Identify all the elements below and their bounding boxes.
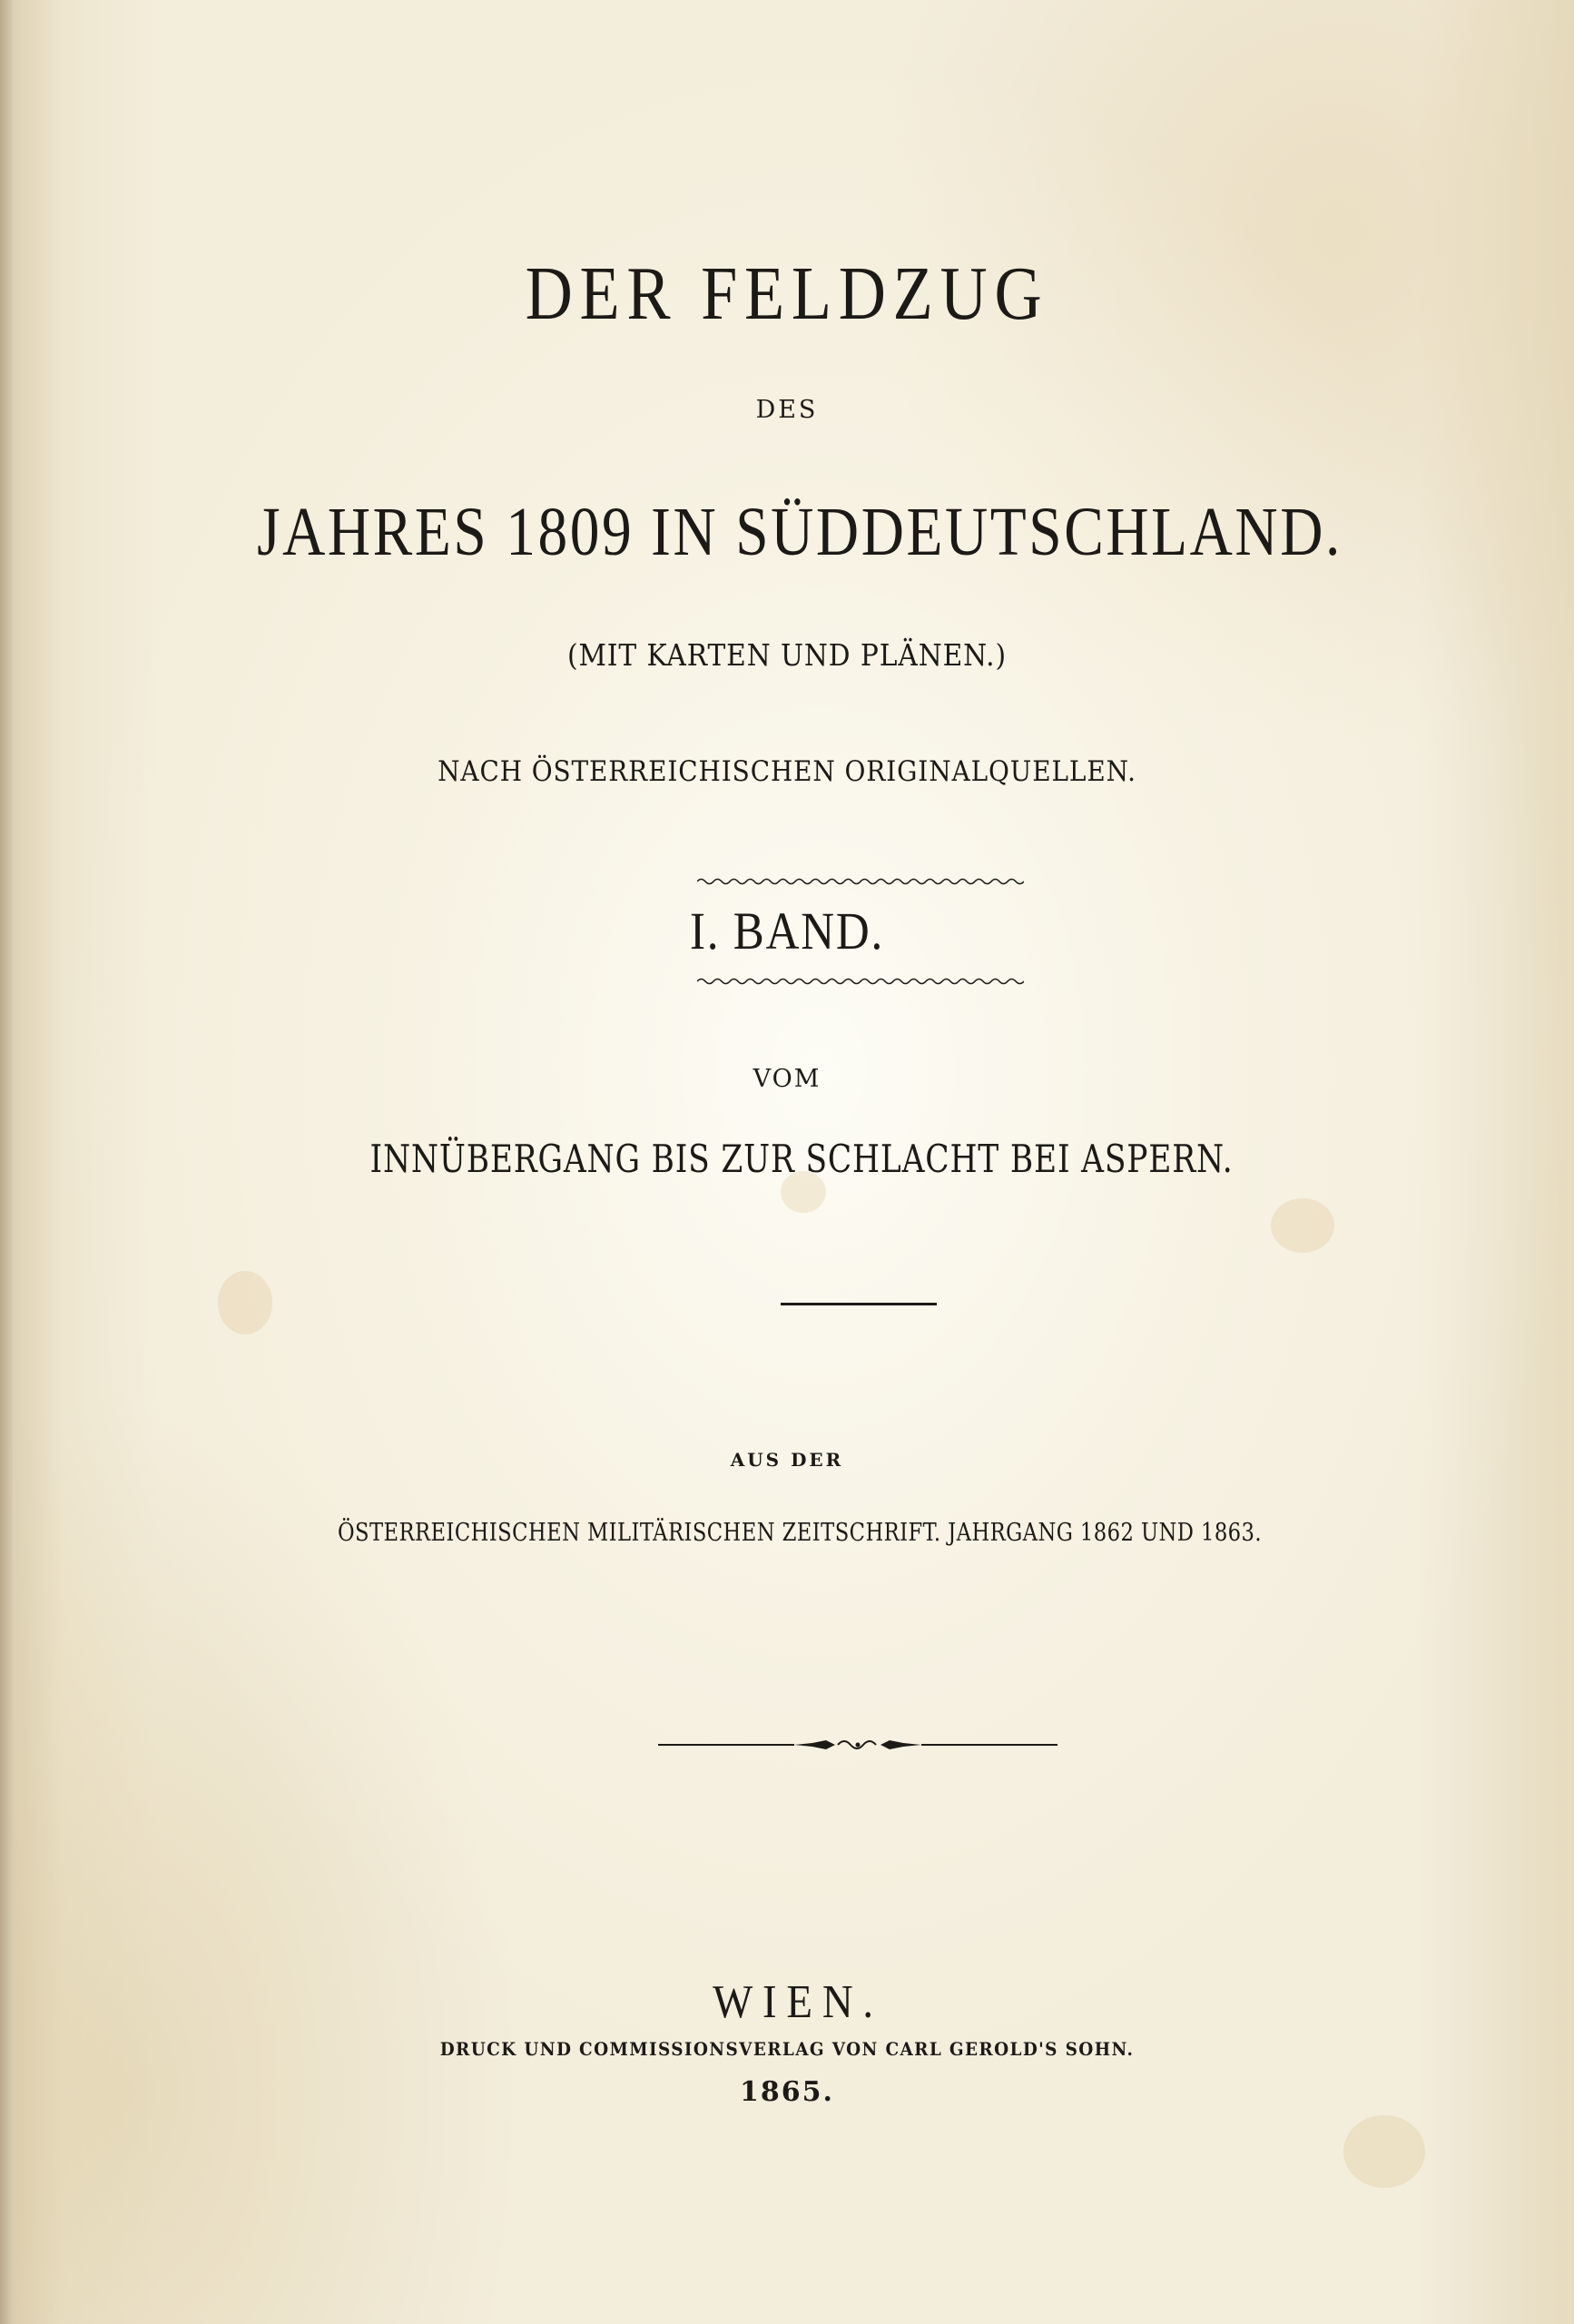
title-line-1: DER FELDZUG (525, 251, 1049, 336)
foxing-stain (218, 1271, 272, 1334)
ornament-divider (658, 1734, 1058, 1756)
imprint-city: WIEN. (713, 1976, 883, 2028)
foxing-stain (1343, 2115, 1425, 2188)
origin-journal: ÖSTERREICHISCHEN MILITÄRISCHEN ZEITSCHRIFT. JAHRGANG 1862 UND 1863. (337, 1519, 1263, 1547)
foxing-stain (1271, 1198, 1334, 1253)
source-note: NACH ÖSTERREICHISCHEN ORIGINALQUELLEN. (438, 755, 1136, 788)
volume-range: INNÜBERGANG BIS ZUR SCHLACHT BEI ASPERN. (369, 1137, 1234, 1181)
imprint-publisher: DRUCK UND COMMISSIONSVERLAG VON CARL GEROLD'S SOHN. (439, 2038, 1135, 2060)
wavy-rule-top (697, 876, 1024, 887)
volume-label: I. BAND. (689, 901, 884, 960)
wavy-rule-bottom (697, 976, 1024, 987)
range-intro: VOM (753, 1065, 821, 1093)
section-rule (781, 1303, 937, 1305)
page-binding-edge (0, 0, 13, 2324)
origin-intro: AUS DER (730, 1449, 844, 1471)
subtitle: (MIT KARTEN UND PLÄNEN.) (566, 637, 1007, 673)
title-line-2: JAHRES 1809 IN SÜDDEUTSCHLAND. (257, 494, 1343, 570)
imprint-year: 1865. (740, 2076, 834, 2108)
title-connector: DES (755, 396, 819, 424)
